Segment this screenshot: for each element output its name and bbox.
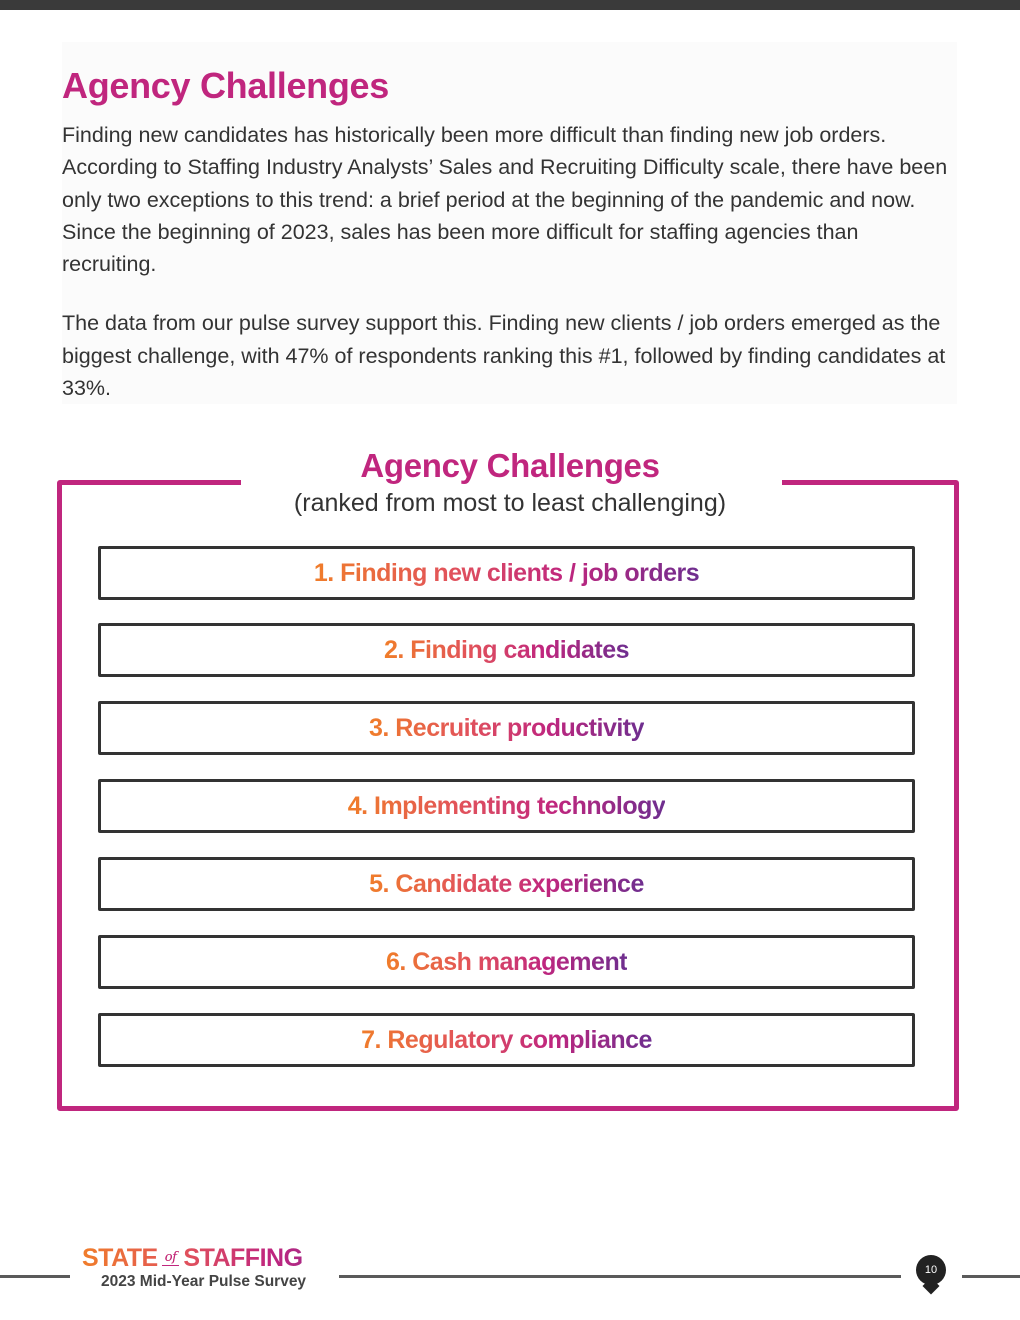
- ranking-item-label: 6. Cash management: [385, 947, 628, 976]
- intro-section: [62, 42, 957, 404]
- state-of-staffing-logo: [82, 1244, 332, 1292]
- ranking-item-6: [98, 935, 915, 989]
- page-number: 10: [924, 1264, 938, 1276]
- logo-word-staffing: STAFFING: [183, 1244, 303, 1272]
- ranking-item-3: [98, 701, 915, 755]
- ranking-item-label: 1. Finding new clients / job orders: [313, 558, 700, 587]
- ranking-title: Agency Challenges: [360, 447, 660, 484]
- ranking-item-2: [98, 623, 915, 677]
- logo-word-of: of: [162, 1251, 180, 1266]
- logo-subtitle: 2023 Mid-Year Pulse Survey: [101, 1273, 307, 1290]
- ranking-item-label: 5. Candidate experience: [369, 869, 644, 898]
- ranking-item-label: 3. Recruiter productivity: [368, 713, 645, 742]
- intro-paragraph-1: Finding new candidates has historically been more difficult than finding new job orders. According to Staffing Industry Analysts’ Sales and Recruiting Difficulty scale, there have been only two exceptions to this trend: a brief period at the beginning of the pandemic and now. Since the beginning of 2023, sales has been more difficult for staffing agencies than recruiting.: [62, 123, 948, 277]
- logo-word-state: STATE: [82, 1244, 158, 1272]
- ranking-item-label: 4. Implementing technology: [347, 791, 666, 820]
- footer-rule-middle: [339, 1275, 901, 1278]
- ranking-item-5: [98, 857, 915, 911]
- page-number-badge: [916, 1255, 946, 1285]
- ranking-item-label: 7. Regulatory compliance: [361, 1025, 652, 1054]
- top-bar: [0, 0, 1020, 10]
- intro-paragraph-2: The data from our pulse survey support this. Finding new clients / job orders emerged as the biggest challenge, with 47% of respondents ranking this #1, followed by finding candidates at 33%.: [62, 311, 946, 401]
- ranking-item-label: 2. Finding candidates: [383, 635, 630, 664]
- footer-rule-left: [0, 1275, 70, 1278]
- ranking-item-4: [98, 779, 915, 833]
- ranking-item-7: [98, 1013, 915, 1067]
- ranking-subtitle: (ranked from most to least challenging): [293, 489, 727, 517]
- logo-wordmark: [82, 1244, 332, 1272]
- footer-rule-right: [962, 1275, 1020, 1278]
- ranking-header: [250, 446, 770, 520]
- section-title: Agency Challenges: [62, 65, 390, 106]
- ranking-item-1: [98, 546, 915, 600]
